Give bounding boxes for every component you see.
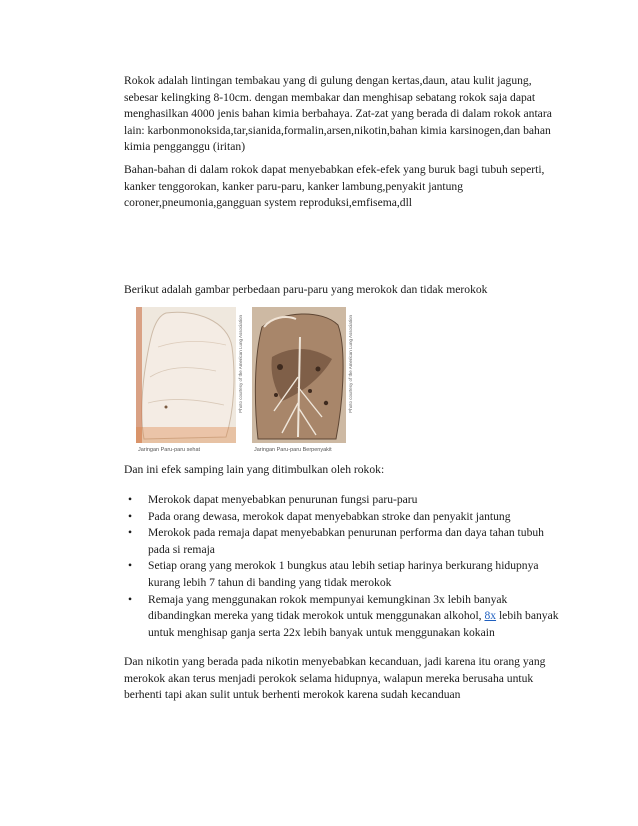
nicotine-paragraph: Dan nikotin yang berada pada nikotin menyebabkan kecanduan, jadi karena itu orang yang merokok akan terus menjadi perokok selama hidupnya, walapun mereka berusaha untuk berhenti tapi akan sulit untuk berhenti merokok karena sudah kecanduan — [124, 655, 546, 702]
list-item: • Setiap orang yang merokok 1 bungkus atau lebih setiap harinya berkurang hidupnya kurang lebih 7 tahun di banding yang tidak merokok — [124, 558, 564, 591]
photo-credit-right: Photo courtesy of the American Lung Association — [348, 315, 353, 413]
8x-link[interactable]: 8x — [484, 609, 497, 623]
figure-intro-paragraph: Berikut adalah gambar perbedaan paru-paru yang merokok dan tidak merokok — [124, 283, 488, 296]
list-item — [124, 592, 564, 642]
caption-healthy-lung: Jaringan Paru-paru sehat — [138, 447, 201, 453]
intro-paragraph: Rokok adalah lintingan tembakau yang di gulung dengan kertas,daun, atau kulit jagung, sebesar kelingking 8-10cm. dengan membakar dan menghisap sebatang rokok saja dapat menghasilkan 4000 jenis bahan kimia berbahaya. Zat-zat yang berada di dalam rokok antara lain: karbonmonoksida,tar,sianida,formalin,arsen,nikotin,bahan kimia karsinogen,dan bahan kimia pengganggu (iritan) — [124, 74, 552, 154]
healthy-lung-image — [136, 307, 236, 443]
side-effects-list — [124, 492, 564, 641]
list-item-text-end: lebih banyak untuk menghisap ganja serta 22x lebih banyak untuk menggunakan kokain — [148, 609, 559, 639]
list-item-text-start: Remaja yang menggunakan rokok mempunyai kemungkinan 3x lebih banyak dibandingkan mereka yang tidak merokok untuk menggunakan alkohol, — [148, 592, 508, 623]
diseased-lung-image — [252, 307, 346, 443]
side-effects-intro: Dan ini efek samping lain yang ditimbulkan oleh rokok: — [124, 463, 385, 476]
effects-paragraph: Bahan-bahan di dalam rokok dapat menyebabkan efek-efek yang buruk bagi tubuh seperti, kanker tenggorokan, kanker paru-paru, kanker lambung,penyakit jantung coroner,pneumonia,gangguan system reproduksi,emfisema,dll — [124, 163, 545, 210]
list-item: • Merokok dapat menyebabkan penurunan fungsi paru-paru — [124, 492, 564, 509]
lung-comparison-figure — [136, 307, 360, 457]
caption-diseased-lung: Jaringan Paru-paru Berpenyakit — [254, 447, 332, 453]
list-item: • Merokok pada remaja dapat menyebabkan penurunan performa dan daya tahan tubuh pada si remaja — [124, 525, 564, 558]
list-item: • Pada orang dewasa, merokok dapat menyebabkan stroke dan penyakit jantung — [124, 509, 564, 526]
photo-credit-left: Photo courtesy of the American Lung Association — [238, 315, 243, 413]
